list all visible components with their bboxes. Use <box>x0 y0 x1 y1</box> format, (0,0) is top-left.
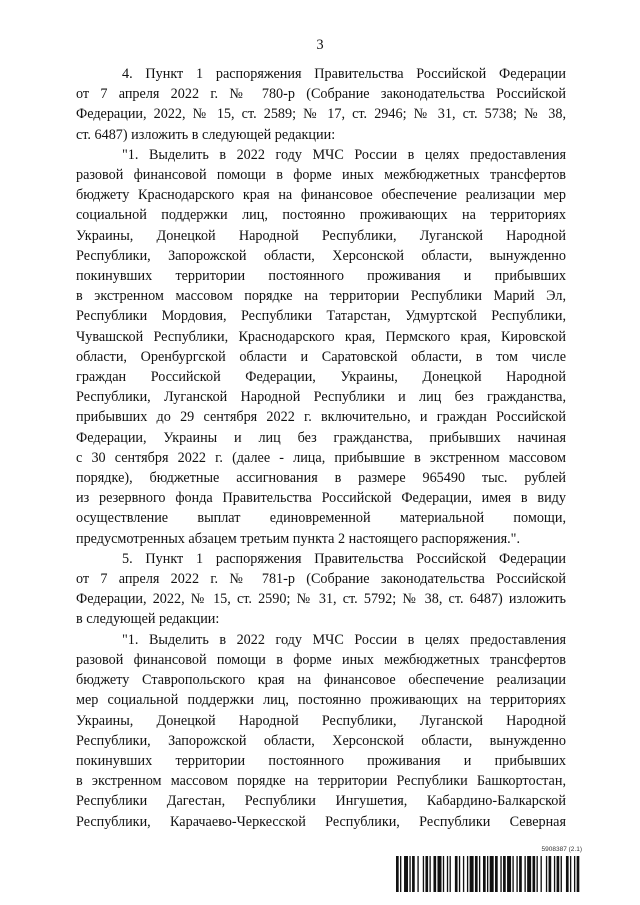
text-line: от 7 апреля 2022 г. № 781-р (Собрание законодательства Российской <box>76 571 566 588</box>
paragraph-item-4-new-wording <box>76 145 566 549</box>
barcode-block <box>396 846 582 894</box>
paragraph-item-5 <box>76 549 566 630</box>
text-line: Чувашской Республики, Краснодарского края, Пермского края, Кировской <box>76 328 566 345</box>
text-line: Республики, Карачаево-Черкесской Республики, Республики Северная <box>76 813 566 830</box>
text-line: в экстренном массовом порядке на территории Республики Марий Эл, <box>76 288 566 305</box>
text-line: прибывших до 29 сентября 2022 г. включительно, и граждан Российской <box>76 409 566 426</box>
text-line: Республики, Запорожской области, Херсонской области, вынужденно <box>76 247 566 264</box>
text-line: 4. Пункт 1 распоряжения Правительства Российской Федерации <box>122 66 566 82</box>
barcode-caption: 5908387 (2.1) <box>541 846 582 853</box>
text-line: Республики Дагестан, Республики Ингушетия, Кабардино-Балкарской <box>76 793 566 810</box>
text-line: граждан Российской Федерации, Украины, Донецкой Народной <box>76 369 566 386</box>
text-line: разовой финансовой помощи в форме иных межбюджетных трансфертов <box>76 167 566 184</box>
barcode-icon <box>396 856 582 892</box>
text-line: Федерации, 2022, № 15, ст. 2589; № 17, ст. 2946; № 31, ст. 5738; № 38, <box>76 106 566 123</box>
page-number: 3 <box>316 37 324 53</box>
text-line: бюджету Ставропольского края на финансовое обеспечение реализации <box>76 672 566 689</box>
text-line: области, Оренбургской области и Саратовской области, в том числе <box>76 348 566 365</box>
text-line: Республики, Луганской Народной Республики и лиц без гражданства, <box>76 389 566 406</box>
text-line: 5. Пункт 1 распоряжения Правительства Российской Федерации <box>122 550 566 567</box>
text-line: мер социальной поддержки лиц, постоянно проживающих на территориях <box>76 692 566 709</box>
text-line: "1. Выделить в 2022 году МЧС России в целях предоставления <box>122 146 566 163</box>
text-line: осуществление выплат единовременной материальной помощи, <box>76 510 566 527</box>
text-line: Республики Мордовия, Республики Татарстан, Удмуртской Республики, <box>76 308 566 325</box>
text-line: Федерации, 2022, № 15, ст. 2590; № 31, ст. 5792; № 38, ст. 6487) изложить <box>76 591 566 608</box>
text-line: предусмотренных абзацем третьим пункта 2 настоящего распоряжения.". <box>76 530 521 547</box>
text-line: в следующей редакции: <box>76 611 220 628</box>
text-line: в экстренном массовом порядке на территории Республики Башкортостан, <box>76 773 566 790</box>
text-line: покинувших территории постоянного проживания и прибывших <box>76 268 566 285</box>
text-line: социальной поддержки лиц, постоянно проживающих на территориях <box>76 207 566 224</box>
text-line: "1. Выделить в 2022 году МЧС России в целях предоставления <box>122 631 566 648</box>
text-line: ст. 6487) изложить в следующей редакции: <box>76 126 336 143</box>
paragraph-item-5-new-wording <box>76 630 566 832</box>
paragraph-item-4 <box>76 64 566 145</box>
document-body <box>76 64 566 832</box>
text-line: Украины, Донецкой Народной Республики, Луганской Народной <box>76 227 566 244</box>
text-line: из резервного фонда Правительства Российской Федерации, имея в виду <box>76 490 566 507</box>
text-line: Федерации, Украины и лиц без гражданства, прибывших начиная <box>76 429 566 446</box>
text-line: Украины, Донецкой Народной Республики, Луганской Народной <box>76 712 566 729</box>
text-line: порядке), бюджетные ассигнования в размере 965490 тыс. рублей <box>76 470 566 487</box>
text-line: разовой финансовой помощи в форме иных межбюджетных трансфертов <box>76 651 566 668</box>
text-line: бюджету Краснодарского края на финансовое обеспечение реализации мер <box>76 187 566 204</box>
text-line: с 30 сентября 2022 г. (далее - лица, прибывшие в экстренном массовом <box>76 449 566 466</box>
text-line: Республики, Запорожской области, Херсонской области, вынужденно <box>76 732 566 749</box>
text-line: покинувших территории постоянного проживания и прибывших <box>76 752 566 769</box>
text-line: от 7 апреля 2022 г. № 780-р (Собрание законодательства Российской <box>76 86 566 103</box>
